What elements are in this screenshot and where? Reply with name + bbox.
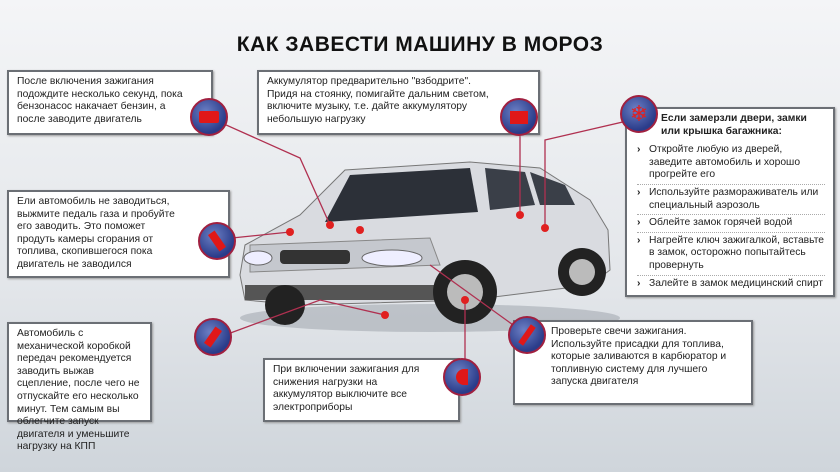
gearbox-icon <box>194 318 232 356</box>
tip-fuel-pump <box>7 70 213 135</box>
battery-icon <box>500 98 538 136</box>
frozen-item: › Облейте замок горячей водой <box>637 215 825 233</box>
headlight-icon <box>443 358 481 396</box>
tip-text: При включении зажигания для снижения нагрузки на аккумулятор выключите все электроприборы <box>273 364 420 413</box>
tip-text: Ели автомобиль не заводиться, выжмите педаль газа и пробуйте его заводить. Это поможет продуть камеры сгорания от топлива, скопившегося пока двигатель не заводился <box>17 196 175 270</box>
frozen-item: › Откройте любую из дверей, заведите автомобиль и хорошо прогрейте его <box>637 142 825 185</box>
tip-lights <box>263 358 460 422</box>
page-title: КАК ЗАВЕСТИ МАШИНУ В МОРОЗ <box>236 33 604 56</box>
tip-gas-pedal <box>7 190 230 278</box>
tip-spark-plugs <box>513 320 753 405</box>
tip-clutch <box>7 322 152 453</box>
snowflake-icon: ❄ <box>620 95 658 133</box>
tip-text: Автомобиль с механической коробкой передач рекомендуется заводить выжав сцепление, после чего не отпускайте его несколько минут. Тем самым вы облегчите запуск двигателя и уменьшите нагрузку на КПП <box>17 328 140 453</box>
frozen-locks-panel <box>625 107 835 297</box>
engine-icon <box>190 98 228 136</box>
pedal-icon <box>198 222 236 260</box>
frozen-item: › Нагрейте ключ зажигалкой, вставьте в замок, осторожно попытайтесь провернуть <box>637 233 825 276</box>
frozen-item: › Залейте в замок медицинский спирт <box>637 276 825 293</box>
spark-plug-icon <box>508 316 546 354</box>
tip-battery <box>257 70 540 135</box>
tip-text: После включения зажигания подождите несколько секунд, пока бензонасос накачает бензин, а после заводите двигатель <box>17 76 183 125</box>
tip-text: Проверьте свечи зажигания. Используйте присадки для топлива, которые заливаются в карбюратор и топливную систему для лучшего запуска двигателя <box>551 326 727 388</box>
frozen-heading: Если замерзли двери, замки или крышка багажника: <box>661 113 807 137</box>
frozen-item: › Используйте размораживатель или специальный аэрозоль <box>637 185 825 215</box>
tip-text: Аккумулятор предварительно "взбодрите". Придя на стоянку, помигайте дальним светом, включите музыку, т.е. дайте аккумулятору небольшую нагрузку <box>267 76 489 125</box>
